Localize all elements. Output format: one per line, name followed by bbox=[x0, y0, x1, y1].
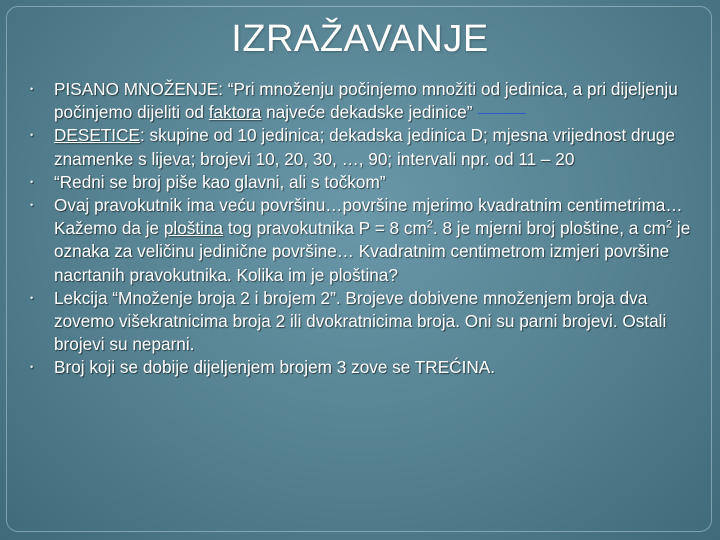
bullet-item-6 bbox=[28, 356, 708, 379]
bullet-text: je oznaka za veličinu jedinične površine… Kvadratnim centimetrom izmjeri površine nacrtanih pravokutnika. Kolika im je ploština? bbox=[54, 218, 691, 285]
bullet-icon: • bbox=[30, 292, 34, 303]
bullet-text: najveće dekadske jedinice” bbox=[261, 102, 473, 123]
bullet-icon: • bbox=[30, 130, 34, 141]
superscript: 2 bbox=[666, 218, 673, 231]
underlined-term: ploština bbox=[163, 218, 224, 239]
bullet-text: : skupine od 10 jedinica; dekadska jedinica D; mjesna vrijednost druge znamenke s lijeva; brojevi 10, 20, 30, …, 90; intervali npr. od 11 – 20 bbox=[54, 125, 676, 169]
bullet-text: Ovaj pravokutnik ima veću površinu…površine mjerimo kvadratnim centimetrima… Kažemo da je bbox=[54, 195, 683, 239]
underlined-term: faktora bbox=[208, 102, 262, 123]
bullet-icon: • bbox=[30, 200, 34, 211]
superscript: 2 bbox=[426, 218, 433, 231]
bullet-text: “Redni se broj piše kao glavni, ali s točkom” bbox=[54, 171, 386, 192]
bullet-item-2 bbox=[28, 124, 708, 170]
bullet-item-4 bbox=[28, 194, 708, 287]
bullet-item-5 bbox=[28, 287, 708, 357]
bullet-item-3 bbox=[28, 171, 708, 194]
bullet-text: Broj koji se dobije dijeljenjem brojem 3 zove se TREĆINA. bbox=[54, 357, 496, 378]
bullet-icon: • bbox=[30, 176, 34, 187]
bullet-item-1 bbox=[28, 78, 708, 124]
bullet-icon: • bbox=[30, 84, 34, 94]
bullet-text: Lekcija “Množenje broja 2 i brojem 2”. Brojeve dobivene množenjem broja dva zovemo višekratnicima broja 2 ili dvokratnicima broja. Oni su parni brojevi. Ostali brojevi su neparni. bbox=[54, 287, 667, 355]
bullet-text: . 8 je mjerni broj ploštine, a cm bbox=[432, 218, 667, 239]
bullet-list bbox=[28, 78, 708, 380]
annotation-line bbox=[478, 113, 526, 114]
bullet-text: tog pravokutnika P = 8 cm bbox=[223, 218, 427, 239]
underlined-term: DESETICE bbox=[54, 125, 140, 146]
bullet-icon: • bbox=[30, 362, 34, 373]
slide-title: IZRAŽAVANJE bbox=[231, 18, 489, 60]
bullet-text: PISANO MNOŽENJE: “Pri množenju počinjemo množiti od jedinica, a pri dijeljenju počinjemo dijeliti od bbox=[54, 79, 678, 123]
